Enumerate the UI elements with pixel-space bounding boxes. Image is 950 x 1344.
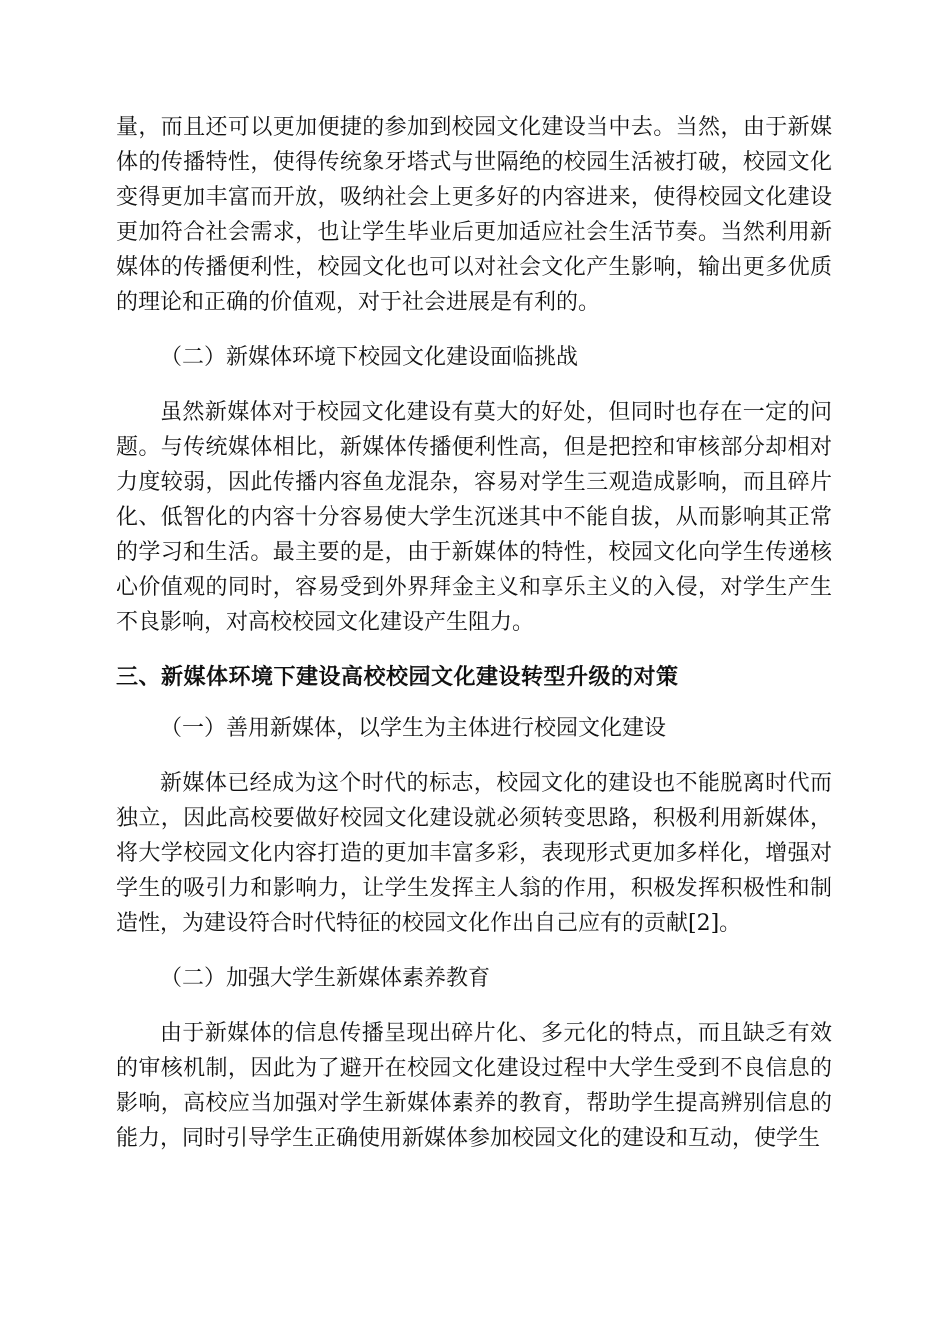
section-heading-3: 三、新媒体环境下建设高校校园文化建设转型升级的对策	[116, 665, 679, 690]
paragraph-challenges: 虽然新媒体对于校园文化建设有莫大的好处，但同时也存在一定的问题。与传统媒体相比，新媒体传播便利性高，但是把控和审核部分却相对力度较弱，因此传播内容鱼龙混杂，容易对学生三观造成影响，而且碎片化、低智化的内容十分容易使大学生沉迷其中不能自拔，从而影响其正常的学习和生活。最主要的是，由于新媒体的特性，校园文化向学生传递核心价值观的同时，容易受到外界拜金主义和享乐主义的入侵，对学生产生不良影响，对高校校园文化建设产生阻力。	[116, 400, 832, 635]
paragraph-use-new-media: 新媒体已经成为这个时代的标志，校园文化的建设也不能脱离时代而独立，因此高校要做好校园文化建设就必须转变思路，积极利用新媒体，将大学校园文化内容打造的更加丰富多彩，表现形式更加多样化，增强对学生的吸引力和影响力，让学生发挥主人翁的作用，积极发挥积极性和制造性，为建设符合时代特征的校园文化作出自己应有的贡献[2]。	[116, 771, 832, 936]
paragraph-media-literacy: 由于新媒体的信息传播呈现出碎片化、多元化的特点，而且缺乏有效的审核机制，因此为了避开在校园文化建设过程中大学生受到不良信息的影响，高校应当加强对学生新媒体素养的教育，帮助学生提高辨别信息的能力，同时引导学生正确使用新媒体参加校园文化的建设和互动，使学生	[116, 1021, 832, 1151]
subheading-challenges: （二）新媒体环境下校园文化建设面临挑战	[160, 345, 579, 370]
subheading-media-literacy: （二）加强大学生新媒体素养教育	[160, 966, 491, 991]
document-body	[116, 110, 832, 1176]
subheading-use-new-media: （一）善用新媒体，以学生为主体进行校园文化建设	[160, 716, 667, 741]
paragraph-continued: 量，而且还可以更加便捷的参加到校园文化建设当中去。当然，由于新媒体的传播特性，使得传统象牙塔式与世隔绝的校园生活被打破，校园文化变得更加丰富而开放，吸纳社会上更多好的内容进来，使得校园文化建设更加符合社会需求，也让学生毕业后更加适应社会生活节奏。当然利用新媒体的传播便利性，校园文化也可以对社会文化产生影响，输出更多优质的理论和正确的价值观，对于社会进展是有利的。	[116, 115, 832, 315]
